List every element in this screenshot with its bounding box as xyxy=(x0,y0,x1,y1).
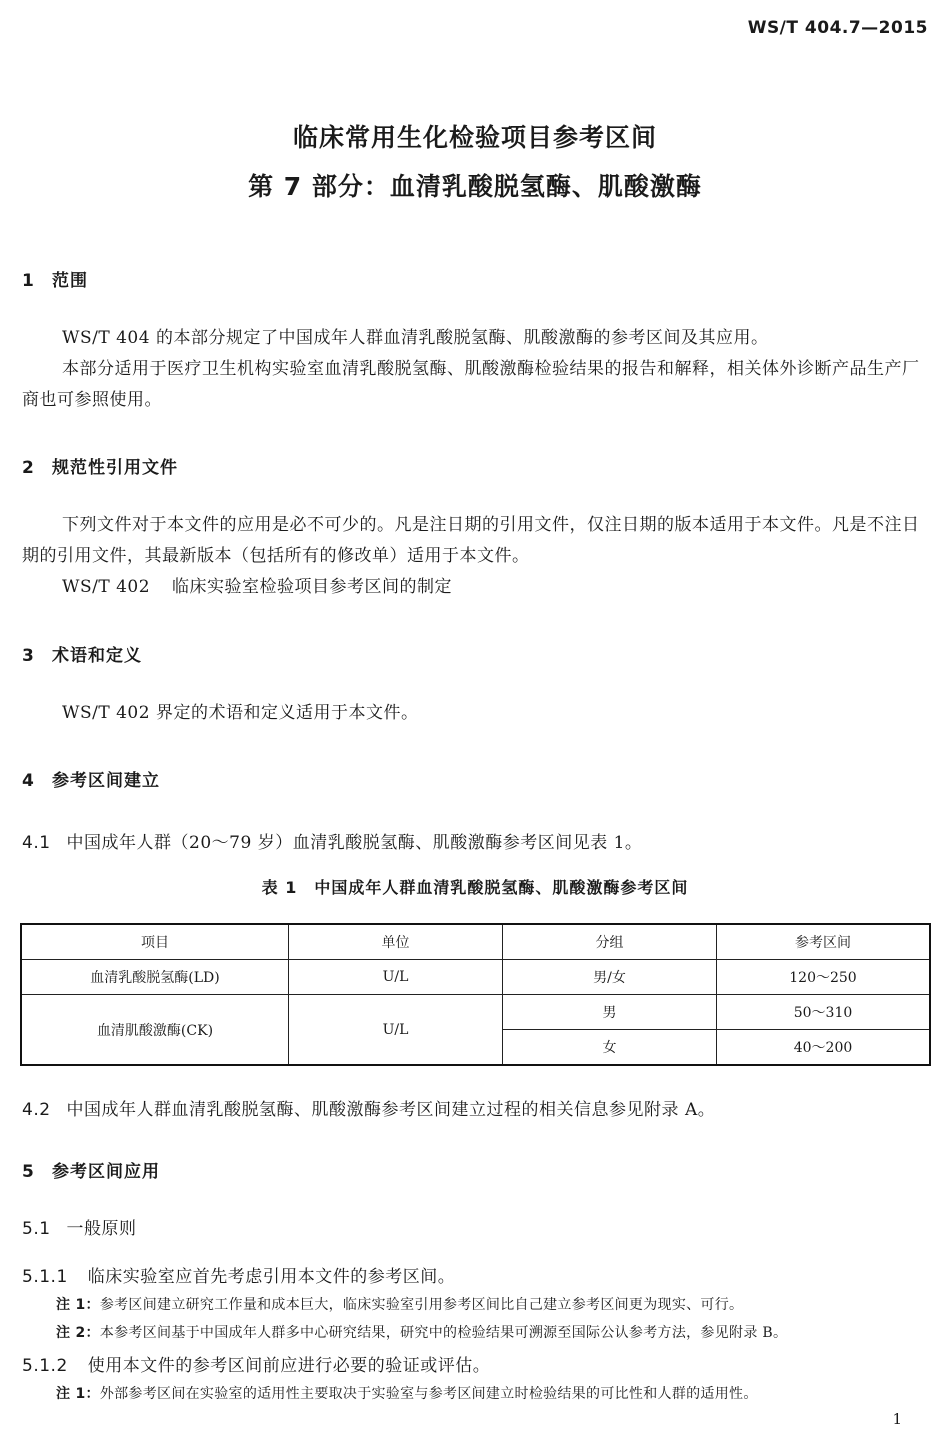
cell-group: 女 xyxy=(503,1030,717,1066)
section-1-paragraph-2: 本部分适用于医疗卫生机构实验室血清乳酸脱氢酶、肌酸激酶检验结果的报告和解释，相关体外诊断产品生产厂商也可参照使用。 xyxy=(22,359,920,410)
clause-number: 5.1.1 xyxy=(22,1267,68,1287)
note-text: 参考区间建立研究工作量和成本巨大，临床实验室引用参考区间比自己建立参考区间更为现实、可行。 xyxy=(99,1297,744,1313)
table-row xyxy=(21,960,930,995)
section-number: 1 xyxy=(22,271,35,291)
clause-5-1-1 xyxy=(22,1262,455,1287)
section-3-paragraph-1: WS/T 402 界定的术语和定义适用于本文件。 xyxy=(62,703,419,723)
cell-group: 男 xyxy=(503,995,717,1030)
cell-item: 血清乳酸脱氢酶(LD) xyxy=(21,960,289,995)
note-label: 注 1： xyxy=(56,1297,100,1313)
section-title: 范围 xyxy=(52,271,88,291)
clause-number: 4.2 xyxy=(22,1100,51,1120)
section-2-paragraph-1: 下列文件对于本文件的应用是必不可少的。凡是注日期的引用文件，仅注日期的版本适用于本文件。凡是不注日期的引用文件，其最新版本（包括所有的修改单）适用于本文件。 xyxy=(22,515,920,566)
cell-range: 40～200 xyxy=(717,1030,931,1066)
standard-code: WS/T 404.7—2015 xyxy=(747,18,928,38)
header-cell-unit: 单位 xyxy=(289,924,503,960)
cell-unit: U/L xyxy=(289,995,503,1066)
document-title-line1: 临床常用生化检验项目参考区间 xyxy=(292,123,657,152)
section-1-heading xyxy=(22,266,88,291)
clause-text: 中国成年人群（20～79 岁）血清乳酸脱氢酶、肌酸激酶参考区间见表 1。 xyxy=(66,833,643,853)
section-number: 5 xyxy=(22,1162,35,1182)
cell-range: 120～250 xyxy=(717,960,931,995)
header-cell-range: 参考区间 xyxy=(717,924,931,960)
section-title: 参考区间建立 xyxy=(52,771,160,791)
header-cell-item: 项目 xyxy=(21,924,289,960)
section-4-heading xyxy=(22,766,160,791)
section-title: 参考区间应用 xyxy=(52,1162,160,1182)
clause-4-1 xyxy=(22,828,642,853)
clause-4-2 xyxy=(22,1095,715,1120)
clause-5-1 xyxy=(22,1214,137,1239)
clause-5-1-2 xyxy=(22,1351,490,1376)
note-3 xyxy=(56,1383,758,1403)
reference-code: WS/T 402 xyxy=(62,577,151,597)
normative-reference xyxy=(62,572,922,603)
section-3-heading xyxy=(22,641,142,666)
clause-number: 5.1 xyxy=(22,1219,51,1239)
note-1 xyxy=(56,1294,743,1314)
section-5-heading xyxy=(22,1157,160,1182)
section-title: 术语和定义 xyxy=(52,646,142,666)
note-label: 注 2： xyxy=(56,1325,100,1341)
clause-number: 4.1 xyxy=(22,833,51,853)
note-2 xyxy=(56,1322,787,1342)
section-number: 2 xyxy=(22,458,35,478)
section-number: 3 xyxy=(22,646,35,666)
note-label: 注 1： xyxy=(56,1386,100,1402)
table-title: 表 1 中国成年人群血清乳酸脱氢酶、肌酸激酶参考区间 xyxy=(261,878,689,897)
note-text: 本参考区间基于中国成年人群多中心研究结果，研究中的检验结果可溯源至国际公认参考方法，参见附录 B。 xyxy=(99,1325,788,1341)
cell-range: 50～310 xyxy=(717,995,931,1030)
reference-interval-table xyxy=(20,923,931,1066)
document-title-line2: 第 7 部分：血清乳酸脱氢酶、肌酸激酶 xyxy=(248,172,702,201)
page-number: 1 xyxy=(892,1410,902,1428)
section-1-paragraph-1: WS/T 404 的本部分规定了中国成年人群血清乳酸脱氢酶、肌酸激酶的参考区间及其应用。 xyxy=(62,328,769,348)
clause-number: 5.1.2 xyxy=(22,1356,68,1376)
header-cell-group: 分组 xyxy=(503,924,717,960)
section-2-heading xyxy=(22,453,178,478)
section-title: 规范性引用文件 xyxy=(52,458,178,478)
clause-text: 一般原则 xyxy=(66,1219,137,1239)
section-number: 4 xyxy=(22,771,35,791)
cell-item: 血清肌酸激酶(CK) xyxy=(21,995,289,1066)
table-header-row xyxy=(21,924,930,960)
cell-unit: U/L xyxy=(289,960,503,995)
table-row xyxy=(21,995,930,1030)
cell-group: 男/女 xyxy=(503,960,717,995)
reference-title: 临床实验室检验项目参考区间的制定 xyxy=(172,577,453,597)
clause-text: 中国成年人群血清乳酸脱氢酶、肌酸激酶参考区间建立过程的相关信息参见附录 A。 xyxy=(66,1100,716,1120)
clause-text: 临床实验室应首先考虑引用本文件的参考区间。 xyxy=(87,1267,456,1287)
clause-text: 使用本文件的参考区间前应进行必要的验证或评估。 xyxy=(87,1356,491,1376)
note-text: 外部参考区间在实验室的适用性主要取决于实验室与参考区间建立时检验结果的可比性和人群的适用性。 xyxy=(99,1386,758,1402)
